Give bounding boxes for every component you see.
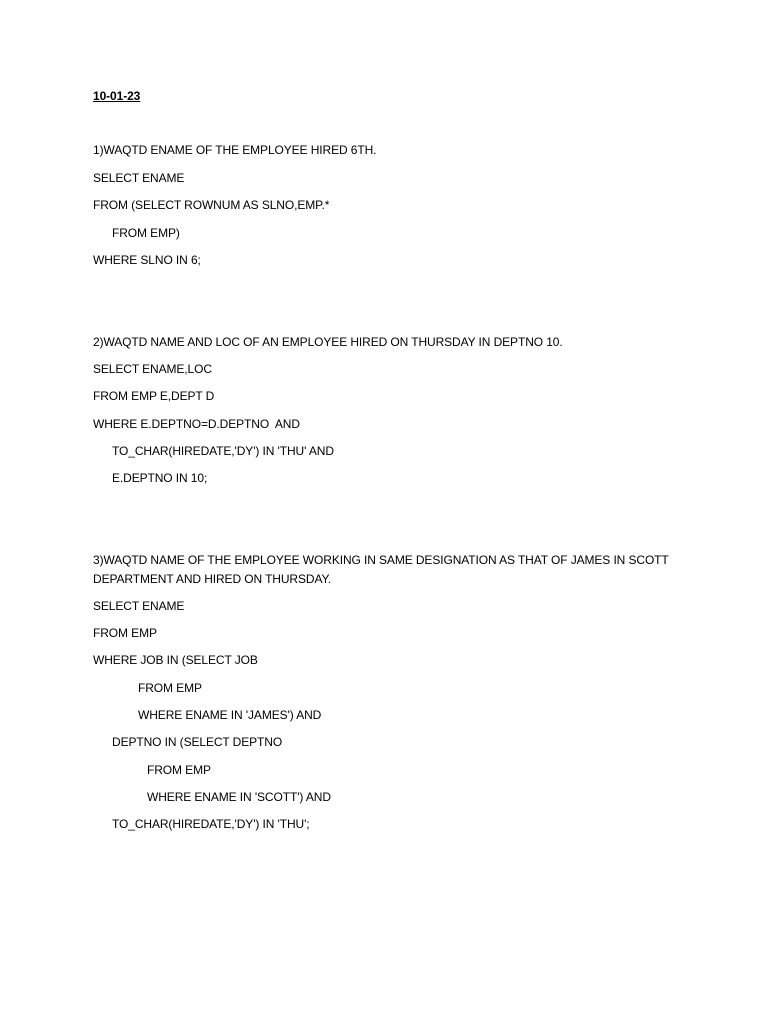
code-line: WHERE JOB IN (SELECT JOB: [93, 653, 258, 667]
question-3-continued: DEPARTMENT AND HIRED ON THURSDAY.: [93, 572, 332, 586]
code-line: WHERE SLNO IN 6;: [93, 253, 201, 267]
code-line: WHERE ENAME IN 'SCOTT') AND: [147, 790, 331, 804]
date-heading: 10-01-23: [93, 89, 141, 103]
code-line: FROM EMP: [93, 626, 157, 640]
question-2: 2)WAQTD NAME AND LOC OF AN EMPLOYEE HIRED ON THURSDAY IN DEPTNO 10.: [93, 335, 563, 349]
code-line: WHERE ENAME IN 'JAMES') AND: [138, 708, 322, 722]
code-line: TO_CHAR(HIREDATE,'DY') IN 'THU' AND: [112, 444, 334, 458]
code-line: FROM EMP E,DEPT D: [93, 389, 215, 403]
code-line: SELECT ENAME: [93, 599, 185, 613]
question-1: 1)WAQTD ENAME OF THE EMPLOYEE HIRED 6TH.: [93, 143, 377, 157]
code-line: FROM EMP: [147, 763, 211, 777]
code-line: DEPTNO IN (SELECT DEPTNO: [112, 735, 283, 749]
code-line: TO_CHAR(HIREDATE,'DY') IN 'THU';: [112, 817, 310, 831]
code-line: FROM EMP): [112, 226, 180, 240]
code-line: FROM EMP: [138, 681, 202, 695]
code-line: SELECT ENAME,LOC: [93, 362, 212, 376]
code-line: E.DEPTNO IN 10;: [112, 471, 208, 485]
code-line: SELECT ENAME: [93, 171, 185, 185]
question-3: 3)WAQTD NAME OF THE EMPLOYEE WORKING IN SAME DESIGNATION AS THAT OF JAMES IN SCOTT: [93, 553, 669, 567]
code-line: WHERE E.DEPTNO=D.DEPTNO AND: [93, 417, 300, 431]
code-line: FROM (SELECT ROWNUM AS SLNO,EMP.*: [93, 198, 330, 212]
